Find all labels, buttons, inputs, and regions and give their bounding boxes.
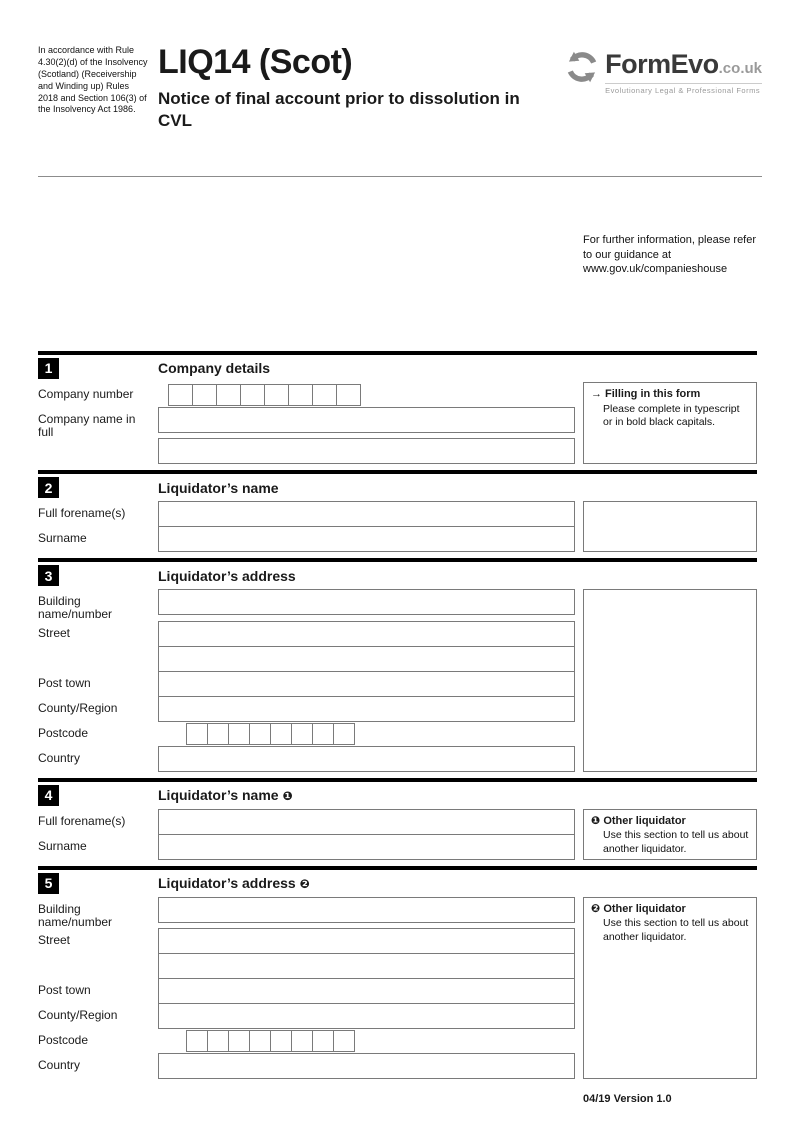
label-post-town: Post town [38, 983, 91, 997]
company-number-char-box[interactable] [216, 384, 241, 406]
label-street: Street [38, 933, 71, 947]
section-header [38, 562, 757, 589]
other-liquidator-note [583, 809, 757, 860]
postcode-char-box[interactable] [333, 1030, 355, 1052]
postcode-char-box[interactable] [186, 1030, 208, 1052]
form-code: LIQ14 (Scot) [158, 43, 353, 81]
section-number: 4 [38, 785, 59, 806]
postcode-boxes [158, 1028, 575, 1054]
forename-field[interactable] [158, 501, 575, 527]
label-company-name: Company name in full [38, 411, 136, 440]
postcode-char-box[interactable] [291, 723, 313, 745]
note-title: Filling in this form [605, 387, 701, 400]
note-body: Please complete in typescript or in bold black capitals. [603, 402, 740, 429]
form-title: Notice of final account prior to dissolution in CVL [158, 89, 520, 131]
section-number: 1 [38, 358, 59, 379]
label-building: Building name/number [38, 594, 113, 622]
label-country: Country [38, 1058, 81, 1072]
other-street-field-line1[interactable] [158, 928, 575, 954]
note-body: Use this section to tell us about another liquidator. [603, 829, 749, 856]
section-number: 5 [38, 873, 59, 894]
company-number-char-box[interactable] [312, 384, 337, 406]
section-title: Company details [158, 360, 271, 377]
company-number-boxes [158, 382, 575, 408]
post-town-field[interactable] [158, 671, 575, 697]
guidance-text: For further information, please refer to our guidance at www.gov.uk/companieshouse [583, 234, 757, 276]
postcode-char-box[interactable] [186, 723, 208, 745]
label-empty [38, 953, 158, 979]
side-notes-box [583, 501, 757, 552]
street-field-line1[interactable] [158, 621, 575, 647]
postcode-char-box[interactable] [312, 1030, 334, 1052]
filling-arrow-icon: → [591, 387, 602, 400]
label-county: County/Region [38, 700, 118, 715]
postcode-char-box[interactable] [228, 723, 250, 745]
form-header [38, 0, 762, 176]
postcode-char-box[interactable] [207, 1030, 229, 1052]
label-forename: Full forename(s) [38, 813, 126, 828]
section-number: 2 [38, 477, 59, 498]
note-title: Other liquidator [603, 902, 686, 915]
side-notes-box [583, 589, 757, 771]
legal-reference: In accordance with Rule 4.30(2)(d) of the Insolvency (Scotland) (Receivership and Winding up) Rules 2018 and Section 106(3) of the Insolvency Act 1986. [38, 45, 148, 115]
postcode-char-box[interactable] [270, 1030, 292, 1052]
section-liquidator-name-other [38, 778, 757, 860]
other-county-field[interactable] [158, 1003, 575, 1029]
label-surname: Surname [38, 531, 87, 546]
label-county: County/Region [38, 1008, 118, 1022]
company-number-char-box[interactable] [192, 384, 217, 406]
section-title: Liquidator’s address [158, 567, 296, 584]
postcode-char-box[interactable] [333, 723, 355, 745]
section-title: Liquidator’s name [158, 479, 279, 496]
country-field[interactable] [158, 746, 575, 772]
section-header [38, 782, 757, 809]
company-number-char-box[interactable] [336, 384, 361, 406]
other-country-field[interactable] [158, 1053, 575, 1079]
other-street-field-line2[interactable] [158, 953, 575, 979]
formevo-logo [564, 45, 762, 176]
form-page [38, 0, 762, 1105]
postcode-char-box[interactable] [270, 723, 292, 745]
company-number-char-box[interactable] [264, 384, 289, 406]
section-company-details [38, 351, 757, 464]
surname-field[interactable] [158, 526, 575, 552]
street-field-line2[interactable] [158, 646, 575, 672]
company-name-field-line2[interactable] [158, 438, 575, 464]
label-post-town: Post town [38, 675, 91, 690]
header-divider [38, 176, 762, 177]
label-empty [38, 646, 158, 672]
logo-brand: FormEvo [605, 49, 719, 79]
section-liquidator-name [38, 470, 757, 552]
other-liquidator-2-icon: ❷ [591, 902, 601, 915]
other-building-field[interactable] [158, 897, 575, 923]
logo-tagline: Evolutionary Legal & Professional Forms [605, 83, 762, 95]
label-building: Building name/number [38, 901, 113, 929]
company-number-char-box[interactable] [168, 384, 193, 406]
logo-text [605, 49, 762, 95]
section-header [38, 355, 757, 382]
label-postcode: Postcode [38, 725, 89, 740]
postcode-boxes [158, 721, 575, 747]
postcode-char-box[interactable] [249, 1030, 271, 1052]
circular-arrows-icon [564, 49, 600, 85]
other-forename-field[interactable] [158, 809, 575, 835]
section-title: Liquidator’s name ❶ [158, 787, 293, 804]
logo-suffix: .co.uk [718, 60, 762, 77]
company-number-char-box[interactable] [288, 384, 313, 406]
postcode-char-box[interactable] [228, 1030, 250, 1052]
postcode-char-box[interactable] [249, 723, 271, 745]
company-name-field-line1[interactable] [158, 407, 575, 433]
company-number-char-box[interactable] [240, 384, 265, 406]
other-surname-field[interactable] [158, 834, 575, 860]
label-forename: Full forename(s) [38, 506, 126, 521]
section-number: 3 [38, 565, 59, 586]
section-title: Liquidator’s address ❷ [158, 875, 310, 892]
section-liquidator-address [38, 558, 757, 771]
section-header [38, 474, 757, 501]
other-liquidator-1-icon: ❶ [591, 814, 601, 827]
label-company-number: Company number [38, 386, 134, 401]
version-text: 04/19 Version 1.0 [583, 1093, 672, 1105]
label-surname: Surname [38, 838, 87, 853]
other-post-town-field[interactable] [158, 978, 575, 1004]
section-header [38, 870, 757, 897]
building-field[interactable] [158, 589, 575, 615]
note-body: Use this section to tell us about another liquidator. [603, 917, 749, 944]
county-field[interactable] [158, 696, 575, 722]
badge-2-icon: ❷ [299, 877, 310, 892]
postcode-char-box[interactable] [312, 723, 334, 745]
label-country: Country [38, 750, 81, 765]
label-postcode: Postcode [38, 1033, 89, 1047]
postcode-char-box[interactable] [291, 1030, 313, 1052]
section-liquidator-address-other [38, 866, 757, 1079]
title-block [158, 45, 564, 176]
filling-in-this-form-note [583, 382, 757, 464]
other-liquidator-note [583, 897, 757, 1079]
postcode-char-box[interactable] [207, 723, 229, 745]
note-title: Other liquidator [603, 814, 686, 827]
badge-1-icon: ❶ [282, 789, 293, 804]
label-empty [38, 438, 158, 464]
label-street: Street [38, 625, 71, 640]
